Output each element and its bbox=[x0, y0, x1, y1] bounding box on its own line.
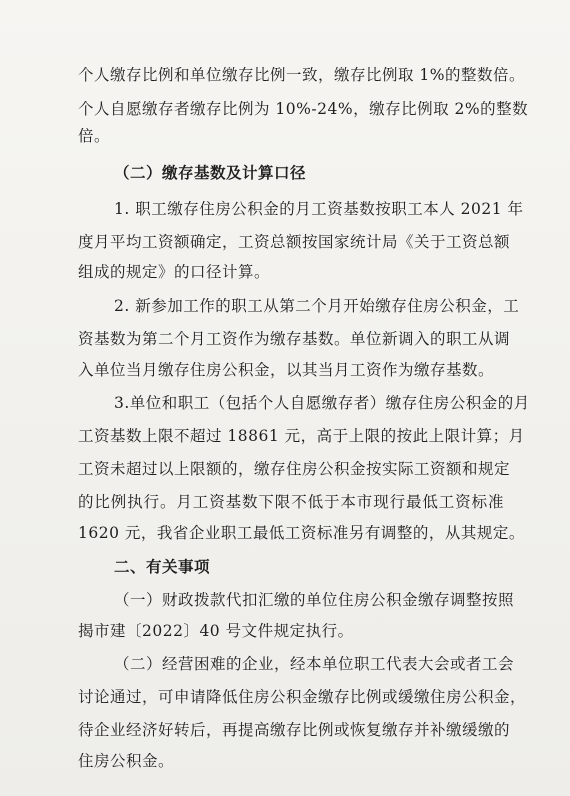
paragraph-line: 个人自愿缴存者缴存比例为 10%-24%，缴存比例取 2%的整数 bbox=[78, 100, 529, 118]
paragraph-line: 的比例执行。月工资基数下限不低于本市现行最低工资标准 bbox=[78, 493, 504, 511]
paragraph-line: 2. 新参加工作的职工从第二个月开始缴存住房公积金，工 bbox=[114, 297, 520, 315]
paragraph-line: 1. 职工缴存住房公积金的月工资基数按职工本人 2021 年 bbox=[114, 200, 524, 218]
paragraph-line: 度月平均工资额确定，工资总额按国家统计局《关于工资总额 bbox=[78, 233, 511, 251]
paragraph-line: 讨论通过，可申请降低住房公积金缴存比例或缓缴住房公积金， bbox=[78, 688, 527, 706]
paragraph-line: 工资未超过以上限额的，缴存住房公积金按实际工资额和规定 bbox=[78, 460, 511, 478]
section-heading: （二）缴存基数及计算口径 bbox=[114, 163, 307, 182]
paragraph-line: 入单位当月缴存住房公积金，以其当月工资作为缴存基数。 bbox=[78, 361, 495, 379]
paragraph-line: 揭市建〔2022〕40 号文件规定执行。 bbox=[78, 622, 354, 640]
paragraph-line: 工资基数上限不超过 18861 元，高于上限的按此上限计算；月 bbox=[78, 427, 525, 445]
section-heading: 二、有关事项 bbox=[114, 557, 211, 576]
paragraph-line: 组成的规定》的口径计算。 bbox=[78, 263, 271, 281]
paragraph-line: 资基数为第二个月工资作为缴存基数。单位新调入的职工从调 bbox=[78, 330, 511, 348]
paragraph-line: （二）经营困难的企业，经本单位职工代表大会或者工会 bbox=[114, 655, 515, 673]
paragraph-line: （一）财政拨款代扣汇缴的单位住房公积金缴存调整按照 bbox=[114, 591, 515, 609]
paragraph-line: 3.单位和职工（包括个人自愿缴存者）缴存住房公积金的月 bbox=[114, 394, 530, 412]
paragraph-line: 个人缴存比例和单位缴存比例一致，缴存比例取 1%的整数倍。 bbox=[78, 66, 526, 84]
paragraph-line: 倍。 bbox=[78, 127, 111, 145]
paragraph-line: 待企业经济好转后，再提高缴存比例或恢复缴存并补缴缓缴的 bbox=[78, 721, 511, 739]
paragraph-line: 住房公积金。 bbox=[78, 752, 175, 770]
paragraph-line: 1620 元，我省企业职工最低工资标准另有调整的，从其规定。 bbox=[78, 524, 525, 542]
